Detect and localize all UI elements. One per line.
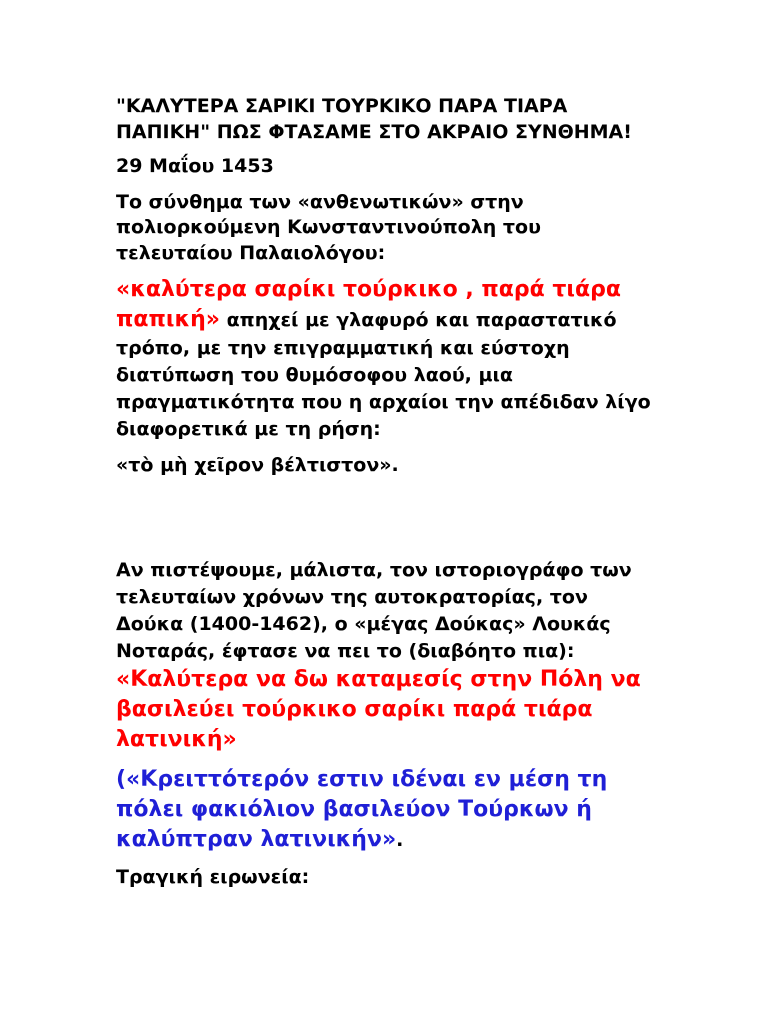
- blue-quote: («Κρειττότερόν εστιν ιδέναι εν μέση τη πόλει φακιόλιον βασιλεύον Τούρκων ή καλύπτραν λατινικήν»: [116, 766, 608, 852]
- document-date: 29 Μαΐου 1453: [116, 155, 274, 177]
- red-quote-first: «καλύτερα σαρίκι τούρκικο , παρά τιάρα παπική»: [116, 277, 621, 332]
- tragic-irony-heading: Τραγική ειρωνεία:: [116, 865, 310, 888]
- doukas-paragraph: [116, 557, 656, 755]
- blue-quote-paragraph: [116, 765, 656, 855]
- red-quote-second: «Καλύτερα να δω καταμεσίς στην Πόλη να βασιλεύει τούρκικο σαρίκι παρά τιάρα λατινική»: [116, 666, 641, 752]
- spacer: [116, 479, 656, 557]
- blue-quote-end: .: [396, 828, 404, 851]
- quote-paragraph-text: απηχεί με γλαφυρό και παραστατικό τρόπο, με την επιγραμματική και εύστοχη διατύπωση του θυμόσοφου λαού, μια πραγματικότητα που η αρχαίοι την απέδιδαν λίγο διαφορετικά με τη ρήση:: [116, 309, 651, 440]
- document-title: "ΚΑΛΥΤΕΡΑ ΣΑΡΙΚΙ ΤΟΥΡΚΙΚΟ ΠΑΡΑ ΤΙΑΡΑ ΠΑΠΙΚΗ" ΠΩΣ ΦΤΑΣΑΜΕ ΣΤΟ ΑΚΡΑΙΟ ΣΥΝΘΗΜΑ!: [116, 95, 632, 143]
- intro-paragraph: Το σύνθημα των «ανθενωτικών» στην πολιορκούμενη Κωνσταντινούπολη του τελευταίου Παλαιολόγου:: [116, 190, 541, 264]
- document-page: [116, 94, 656, 890]
- quote-paragraph: [116, 275, 656, 443]
- doukas-paragraph-text: Αν πιστέψουμε, μάλιστα, τον ιστοριογράφο των τελευταίων χρόνων της αυτοκρατορίας, τον Δούκα (1400-1462), ο «μέγας Δούκας» Λουκάς Νοταράς, έφτασε να πει το (διαβόητο πια):: [116, 558, 632, 662]
- ancient-saying: «τὸ μὴ χεῖρον βέλτιστον».: [116, 454, 399, 476]
